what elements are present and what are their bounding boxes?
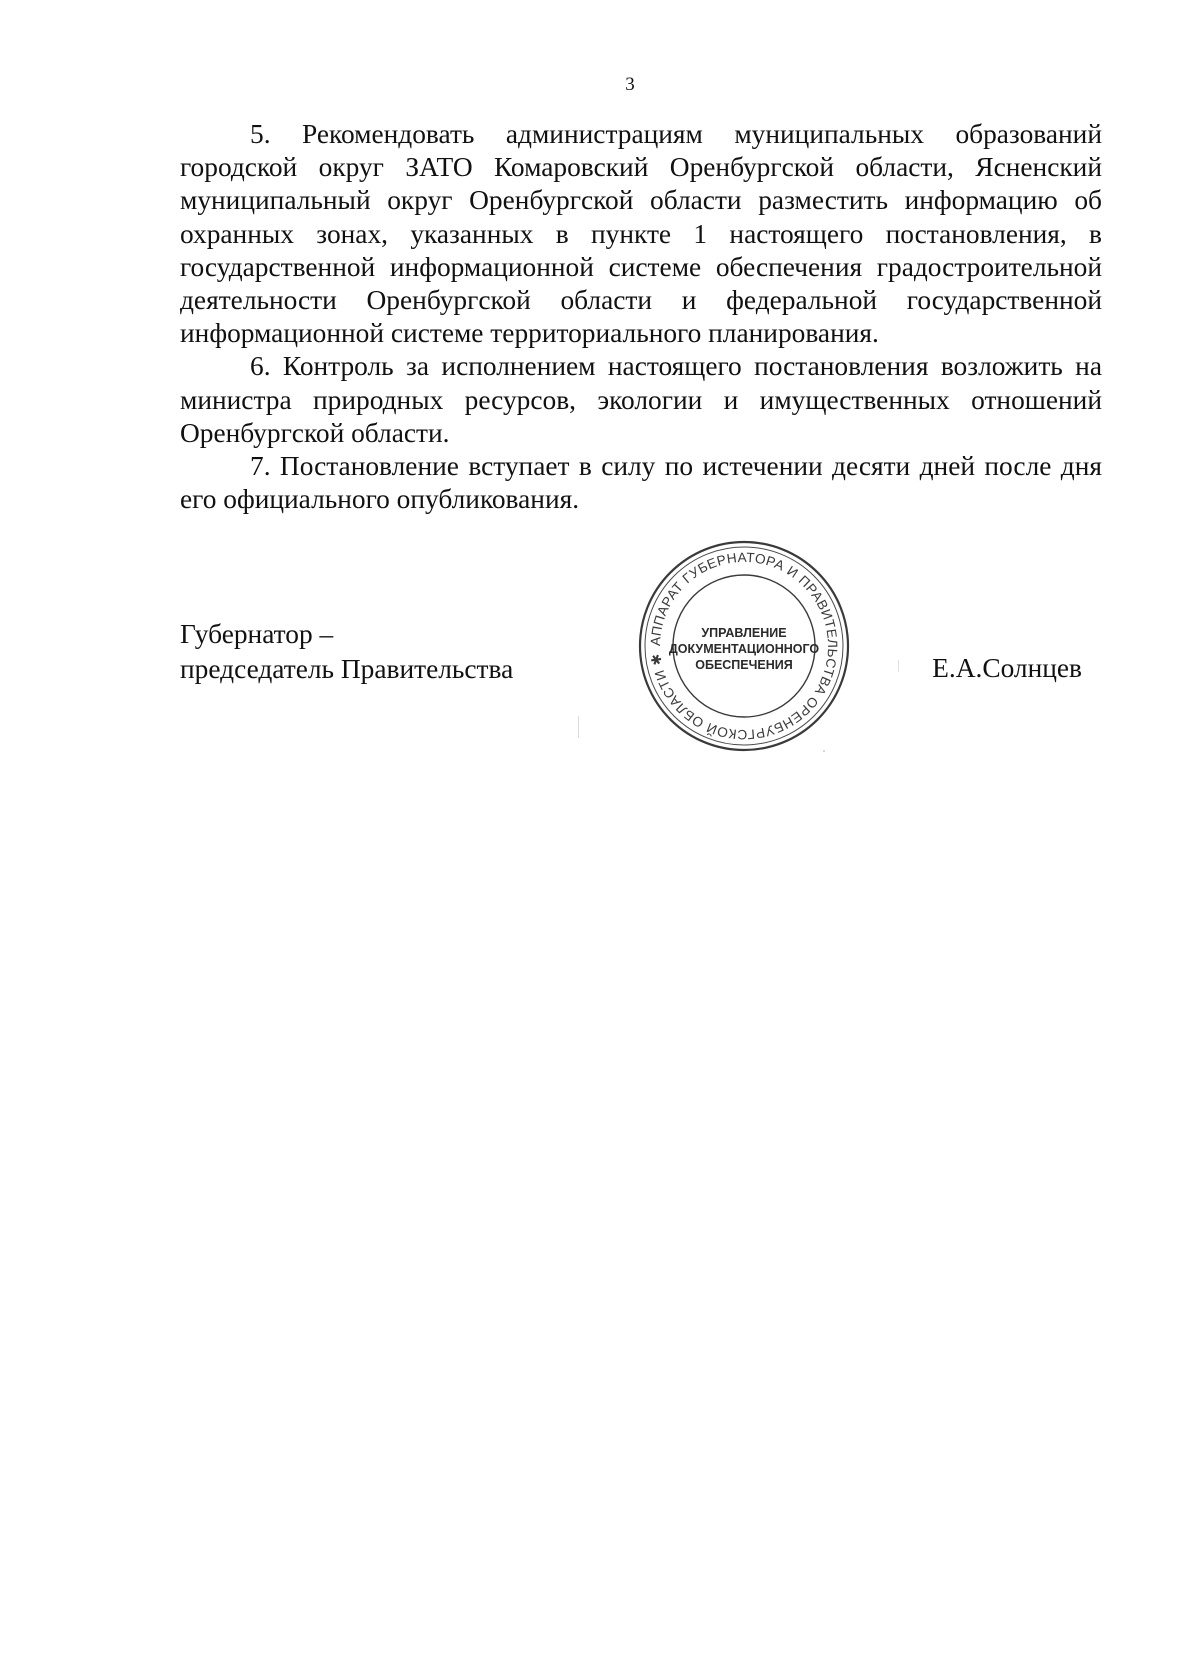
paragraph-7: 7. Постановление вступает в силу по истечении десяти дней после дня его официального опубликования. xyxy=(180,451,1102,515)
stamp-center-line-2: ДОКУМЕНТАЦИОННОГО xyxy=(668,642,820,656)
stamp-seal-graphic xyxy=(635,537,853,755)
paragraph-6: 6. Контроль за исполнением настоящего постановления возложить на министра природных ресурсов, экологии и имущественных отношений Оренбургской области. xyxy=(180,351,1102,448)
document-body xyxy=(180,118,1102,516)
page-number: 3 xyxy=(625,74,635,95)
signatory-title-line-1: Губернатор – xyxy=(180,619,334,649)
signatory-name: Е.А.Солнцев xyxy=(932,653,1082,683)
signatory-title xyxy=(180,617,513,687)
signatory-title-line-2: председатель Правительства xyxy=(180,654,514,684)
official-stamp xyxy=(635,537,853,755)
stamp-center-line-1: УПРАВЛЕНИЕ xyxy=(701,626,787,640)
stamp-center-line-3: ОБЕСПЕЧЕНИЯ xyxy=(695,658,793,672)
stamp-ring-text-content: АППАРАТ ГУБЕРНАТОРА И ПРАВИТЕЛЬСТВА ОРЕНБУРГСКОЙ ОБЛАСТИ ✱ xyxy=(647,549,841,743)
paragraph-5: 5. Рекомендовать администрациям муниципальных образований городской округ ЗАТО Комаровский Оренбургской области, Ясненский муниципальный округ Оренбургской области разместить информацию об охранных зонах, указанных в пункте 1 настоящего постановления, в государственной информационной системе обеспечения градостроительной деятельности Оренбургской области и федеральной государственной информационной системе территориального планирования. xyxy=(180,119,1102,349)
scan-speck xyxy=(578,716,579,738)
scan-speck xyxy=(898,660,899,672)
scan-speck xyxy=(823,750,825,752)
